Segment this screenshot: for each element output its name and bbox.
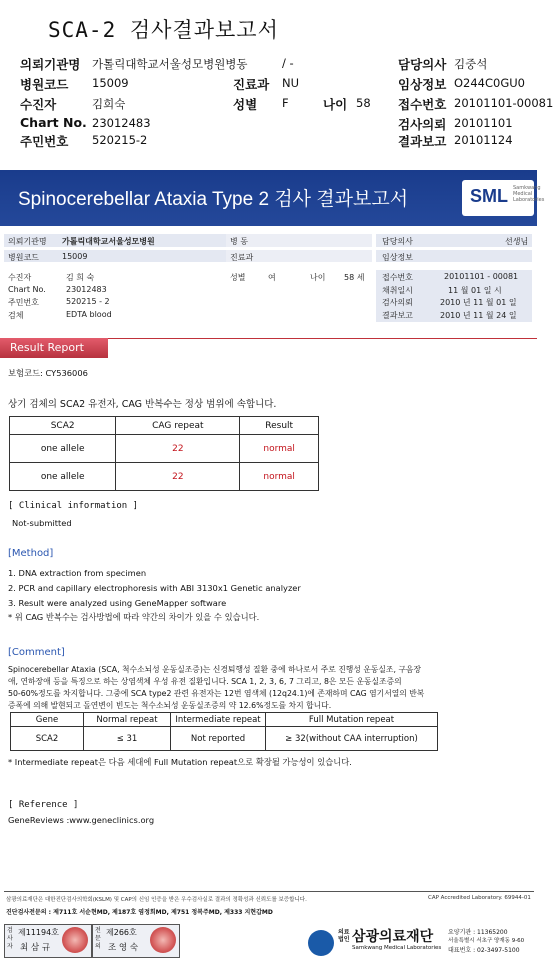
institution-label: 의뢰기관명 (20, 57, 81, 72)
scan-receipt: 20101101 - 00081 (444, 272, 519, 281)
scan-sex: 여 (268, 273, 276, 282)
org-name: 삼광의료재단 (352, 929, 434, 945)
allele-cell: one allele (10, 463, 116, 491)
gene-header-normal: Normal repeat (84, 713, 171, 727)
org-prefix: 의료법인 (338, 929, 350, 943)
scan-patient-label: 수진자 (8, 273, 32, 282)
receipt-label: 접수번호 (398, 97, 447, 112)
seal-icon (150, 927, 176, 953)
summary-text: 상기 검체의 SCA2 유전자, CAG 반복수는 정상 범위에 속합니다. (8, 399, 277, 410)
institution-value: 가톨릭대학교서울성모병원병동 (92, 57, 248, 71)
scan-clinical-label: 임상정보 (382, 253, 413, 262)
contact-line-2: 서울특별시 서초구 양재동 9-60 (448, 938, 525, 944)
method-item-1: 1. DNA extraction from specimen (8, 568, 147, 578)
gene-header-intermediate: Intermediate repeat (171, 713, 266, 727)
specialist-name: 조 영 숙 (108, 943, 139, 953)
gene-cell: SCA2 (11, 727, 84, 751)
sex-label: 성별 (233, 97, 258, 112)
result-report-tab: Result Report (0, 338, 108, 358)
scan-specimen: EDTA blood (66, 310, 112, 319)
accreditation-text: 삼광의료재단은 대한진단검사의학회(KSLM) 및 CAP의 신임 인증을 받은 우수검사실로 결과의 정확성과 신뢰도를 보증합니다. (6, 897, 307, 903)
scan-receipt-label: 접수번호 (382, 273, 413, 282)
sex-value: F (282, 96, 289, 110)
age-value: 58 (356, 96, 371, 110)
scan-report-label: 결과보고 (382, 311, 413, 320)
chart-label: Chart No. (20, 115, 87, 130)
normal-repeat-cell: ≤ 31 (84, 727, 171, 751)
scan-institution-label: 의뢰기관명 (8, 237, 47, 246)
doctor-label: 담당의사 (398, 57, 447, 72)
comment-line-2: 애, 연하장애 등을 특징으로 하는 상염색체 우성 유전 질환입니다. SCA 1, 2, 3, 6, 7 그리고, 8은 모든 운동실조증의 (8, 677, 402, 686)
samkwang-logo-icon (308, 930, 334, 956)
hospital-code-label: 병원코드 (20, 77, 69, 92)
method-item-2: 2. PCR and capillary electrophoresis with ABI 3130x1 Genetic analyzer (8, 583, 301, 593)
clinical-value: O244C0GU0 (454, 76, 525, 90)
sml-logo-sub: Samkwang Medical Laboratories (513, 185, 545, 203)
doctor-value: 김중석 (454, 57, 488, 71)
scan-age: 58 세 (344, 273, 365, 282)
gene-header-gene: Gene (11, 713, 84, 727)
gene-table (10, 712, 438, 751)
receipt-value: 20101101-00081 (454, 96, 553, 110)
scan-dept-label: 진료과 (230, 253, 254, 262)
insurance-code: 보험코드: CY536006 (8, 368, 88, 378)
contact-line-1: 요양기관 : 11365200 (448, 929, 508, 936)
allele-cell: one allele (10, 435, 116, 463)
method-item-3: 3. Result were analyzed using GeneMapper software (8, 598, 227, 608)
method-note: * 위 CAG 반복수는 검사방법에 따라 약간의 차이가 있을 수 있습니다. (8, 612, 260, 622)
report-value: 20101124 (454, 133, 513, 147)
patient-label: 수진자 (20, 97, 57, 112)
chart-value: 23012483 (92, 116, 151, 130)
scan-id: 520215 - 2 (66, 297, 110, 306)
id-value: 520215-2 (92, 133, 148, 147)
gene-header-full: Full Mutation repeat (266, 713, 438, 727)
scan-patient: 김 희 숙 (66, 273, 95, 282)
age-label: 나이 (323, 97, 348, 112)
cap-text: CAP Accredited Laboratory. 69944-01 (428, 895, 531, 901)
reference-heading: [ Reference ] (8, 800, 79, 810)
intermediate-repeat-cell: Not reported (171, 727, 266, 751)
scan-collect: 11 월 01 일 시 (448, 286, 502, 295)
examiner-no: 제11194호 (18, 928, 59, 937)
result-cell: normal (240, 435, 319, 463)
result-header-cag: CAG repeat (116, 417, 240, 435)
clinical-label: 임상정보 (398, 77, 447, 92)
sml-logo-text: SML (470, 186, 508, 206)
specialists-text: 진단검사전문의 : 제711호 서순현MD, 제187호 염정희MD, 제751 정복주MD, 제333 지현갑MD (6, 909, 273, 916)
scan-ward-label: 병 동 (230, 237, 248, 246)
scan-request-label: 검사의뢰 (382, 298, 413, 307)
clinical-info-heading: [ Clinical information ] (8, 501, 139, 511)
ward-value: / - (282, 56, 294, 70)
cag-value-cell: 22 (116, 463, 240, 491)
patient-value: 김희숙 (92, 97, 126, 111)
comment-line-1: Spinocerebellar Ataxia (SCA, 척수소뇌성 운동실조증)는 신경퇴행성 질환 중에 하나로서 주로 진행성 운동실조, 구음장 (8, 665, 421, 674)
comment-line-4: 증폭에 의해 발현되고 돌연변이 빈도는 척수소뇌성 운동실조증의 약 12.6%정도를 차지 합니다. (8, 701, 332, 710)
comment-line-3: 50-60%정도를 차지합니다. 그중에 SCA type2 관련 유전자는 12번 염색체 (12q24.1)에 존재하며 CAG 염기서열의 반복 (8, 689, 425, 698)
report-label: 결과보고 (398, 134, 447, 149)
result-header-result: Result (240, 417, 319, 435)
scan-age-label: 나이 (310, 273, 326, 282)
org-name-en: Samkwang Medical Laboratories (352, 945, 442, 951)
scan-specimen-label: 검체 (8, 311, 24, 320)
contact-line-3: 대표번호 : 02-3497-5100 (448, 947, 520, 954)
scan-request: 2010 년 11 월 01 일 (440, 298, 517, 307)
dept-value: NU (282, 76, 300, 90)
scan-institution: 가톨릭대학교서울성모병원 (62, 237, 155, 246)
banner-title: Spinocerebellar Ataxia Type 2 검사 결과보고서 (18, 189, 409, 210)
scan-chart-label: Chart No. (8, 285, 46, 294)
table-row (10, 463, 319, 491)
examiner-name: 최 삼 규 (20, 943, 51, 953)
scan-hosp-code: 15009 (62, 252, 88, 261)
intermediate-note: * Intermediate repeat은 다음 세대에 Full Mutation repeat으로 확장될 가능성이 있습니다. (8, 757, 352, 767)
comment-heading: [Comment] (8, 647, 65, 658)
scan-sex-label: 성별 (230, 273, 246, 282)
request-label: 검사의뢰 (398, 117, 447, 132)
specialist-label: 전문의 (95, 927, 101, 950)
scan-doctor: 선생님 (505, 237, 529, 246)
table-row (10, 435, 319, 463)
clinical-info-text: Not-submitted (12, 518, 72, 528)
full-mutation-cell: ≥ 32(without CAA interruption) (266, 727, 438, 751)
scan-chart: 23012483 (66, 285, 107, 294)
seal-icon (62, 927, 88, 953)
scan-report: 2010 년 11 월 24 일 (440, 311, 517, 320)
footer-divider (4, 891, 534, 892)
scan-doctor-label: 담당의사 (382, 237, 413, 246)
method-heading: [Method] (8, 548, 54, 559)
result-table (9, 416, 319, 491)
id-label: 주민번호 (20, 134, 69, 149)
dept-label: 진료과 (233, 77, 270, 92)
scan-collect-label: 채취일시 (382, 286, 413, 295)
request-value: 20101101 (454, 116, 513, 130)
cag-value-cell: 22 (116, 435, 240, 463)
result-cell: normal (240, 463, 319, 491)
table-row (11, 727, 438, 751)
hospital-code-value: 15009 (92, 76, 129, 90)
result-header-sca2: SCA2 (10, 417, 116, 435)
examiner-label: 검사자 (7, 927, 13, 950)
reference-text: GeneReviews :www.geneclinics.org (8, 815, 155, 825)
document-title: SCA-2 검사결과보고서 (48, 18, 279, 42)
scan-hosp-code-label: 병원코드 (8, 253, 39, 262)
specialist-no: 제266호 (106, 928, 137, 937)
scan-id-label: 주민번호 (8, 298, 39, 307)
